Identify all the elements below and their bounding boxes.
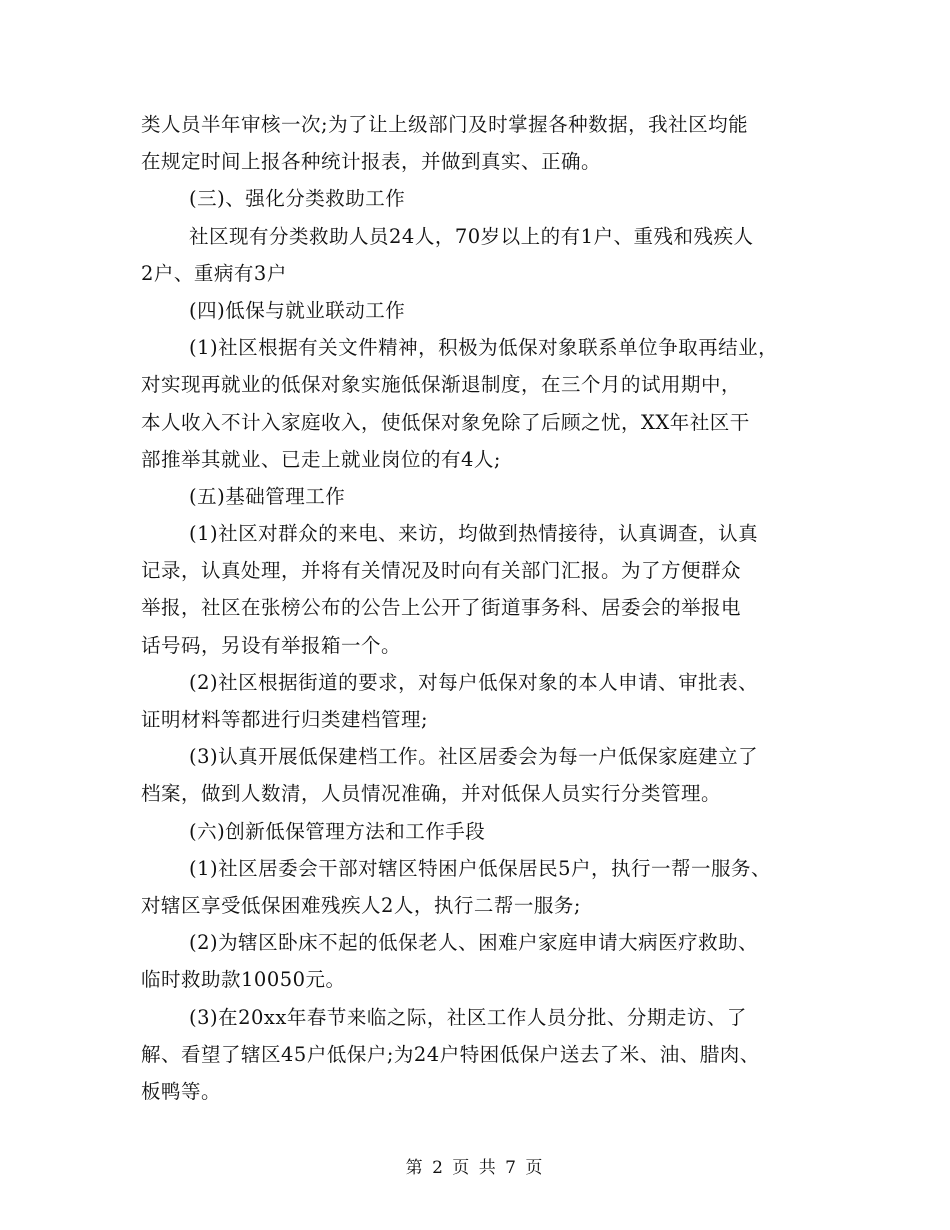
text-line: (1)社区居委会干部对辖区特困户低保居民5户，执行一帮一服务、 (189, 856, 772, 880)
text-line: 话号码，另设有举报箱一个。 (141, 633, 402, 657)
text-line: (三)、强化分类救助工作 (189, 187, 406, 211)
text-line: 举报，社区在张榜公布的公告上公开了街道事务科、居委会的举报电 (141, 596, 742, 620)
text-line: (六)创新低保管理方法和工作手段 (189, 819, 486, 843)
text-line: 2户、重病有3户 (141, 261, 287, 285)
text-line: 记录，认真处理，并将有关情况及时向有关部门汇报。为了方便群众 (141, 559, 742, 583)
document-body (141, 106, 841, 1110)
text-line: 社区现有分类救助人员24人，70岁以上的有1户、重残和残疾人 (189, 224, 754, 248)
text-line: (1)社区根据有关文件精神，积极为低保对象联系单位争取再结业， (189, 336, 779, 360)
text-line: (四)低保与就业联动工作 (189, 298, 406, 322)
text-line: (1)社区对群众的来电、来访，均做到热情接待，认真调查，认真 (189, 522, 759, 546)
text-line: 对实现再就业的低保对象实施低保渐退制度，在三个月的试用期中， (141, 373, 742, 397)
text-line: 在规定时间上报各种统计报表，并做到真实、正确。 (141, 150, 602, 174)
text-line: 临时救助款10050元。 (141, 968, 346, 992)
text-line: 对辖区享受低保困难残疾人2人，执行二帮一服务; (141, 893, 581, 917)
text-line: 板鸭等。 (141, 1079, 222, 1103)
text-line: 档案，做到人数清，人员情况准确，并对低保人员实行分类管理。 (141, 782, 722, 806)
text-line: 类人员半年审核一次;为了让上级部门及时掌握各种数据，我社区均能 (141, 113, 749, 136)
text-line: (五)基础管理工作 (189, 484, 346, 508)
text-line: 解、看望了辖区45户低保户;为24户特困低保户送去了米、油、腊肉、 (141, 1042, 760, 1066)
page-footer: 第 2 页 共 7 页 (405, 1158, 545, 1178)
text-line: (3)在20xx年春节来临之际，社区工作人员分批、分期走访、了 (189, 1005, 747, 1029)
text-line: (2)社区根据街道的要求，对每户低保对象的本人申请、审批表、 (189, 670, 759, 694)
text-line: 证明材料等都进行归类建档管理; (141, 708, 429, 731)
text-line: (3)认真开展低保建档工作。社区居委会为每一户低保家庭建立了 (189, 745, 759, 769)
text-line: 本人收入不计入家庭收入，使低保对象免除了后顾之忧，XX年社区干 (141, 410, 750, 434)
text-line: (2)为辖区卧床不起的低保老人、困难户家庭申请大病医疗救助、 (189, 931, 759, 955)
text-line: 部推举其就业、已走上就业岗位的有4人; (141, 447, 501, 471)
